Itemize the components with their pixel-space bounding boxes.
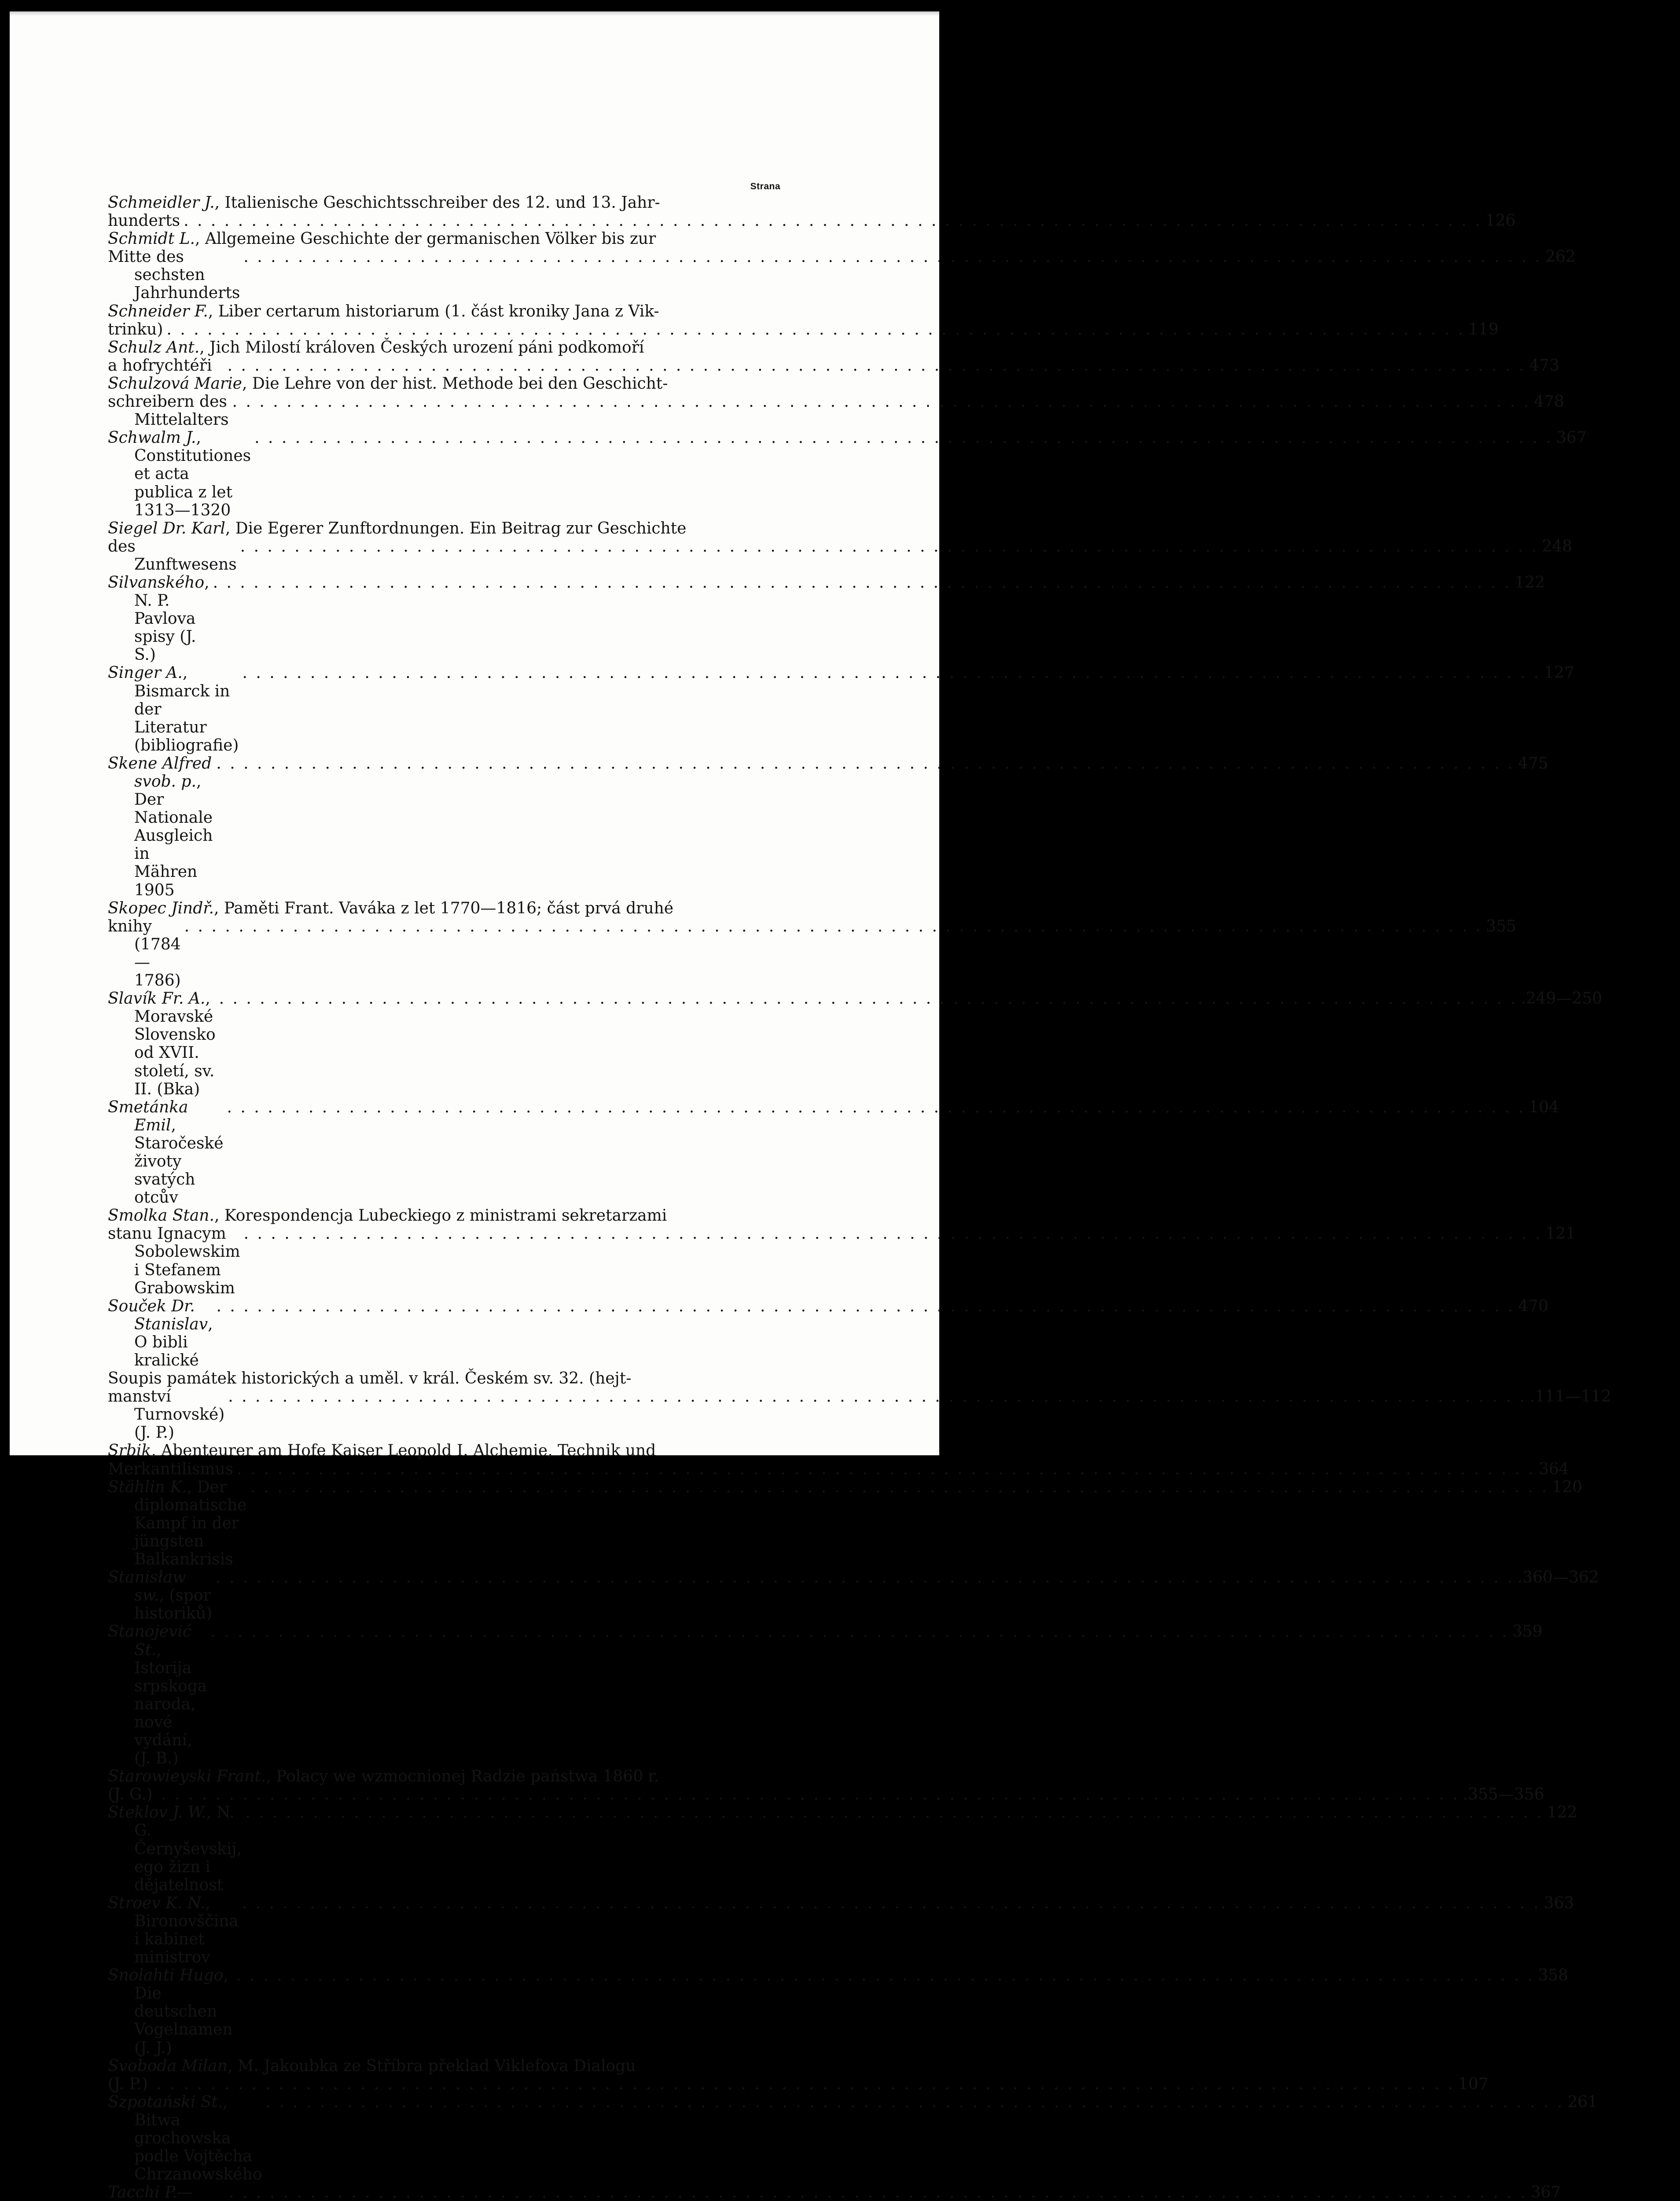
entry-page-number: 122 (1547, 1803, 1577, 1822)
entry-title: Istorija srpskoga naroda, nové vydání, (J. B.) (134, 1659, 207, 1768)
entry-author: Svoboda Milan (108, 2057, 228, 2075)
entry-last-line (108, 990, 1603, 1098)
author-separator: , (159, 1586, 169, 1605)
entry-text (108, 2075, 153, 2093)
entry-title: O bibli kralické (134, 1333, 199, 1369)
entry-text (108, 212, 180, 230)
entry-page-number: 122 (1515, 573, 1545, 592)
entry-title: Mitte des sechsten Jahrhunderts (108, 248, 240, 302)
entry-text (108, 1098, 224, 1207)
entry-last-line (108, 1098, 1559, 1207)
entry-last-line (108, 1297, 1548, 1369)
entry-line (108, 1767, 781, 1786)
entry-text (108, 1207, 667, 1225)
entry-title: N. G. Černyševskij, ego žizn i dějatelnost (134, 1803, 242, 1894)
dot-leader (236, 1966, 1535, 1984)
entry-title: Bironovščina i kabinet ministrov (134, 1912, 239, 1967)
dot-leader (266, 2093, 1564, 2111)
dot-leader (227, 1098, 1526, 1116)
entry-text (108, 302, 659, 320)
entry-author: Stählin K. (108, 1478, 187, 1496)
author-separator: , (223, 1966, 228, 1985)
entry-author: Stanojević St. (108, 1623, 191, 1659)
dot-leader (219, 990, 1518, 1008)
entry-title: Die Lehre von der hist. Methode bei den Geschicht- (252, 374, 668, 393)
author-separator: , (208, 1315, 213, 1333)
dot-leader (217, 1297, 1515, 1315)
entry-last-line (108, 1894, 1574, 1967)
dot-leader (228, 1388, 1526, 1406)
index-entry (108, 1568, 1599, 1623)
entry-text (108, 2093, 262, 2184)
index-entry (108, 1297, 1548, 1369)
index-entry (108, 1767, 1544, 1804)
author-separator: , (208, 302, 218, 320)
entry-title: Moravské Slovensko od XVII. století, sv. II. (Bka) (134, 1008, 216, 1098)
entry-title: manství Turnovské) (J. P.) (108, 1388, 225, 1442)
author-separator: , (151, 1442, 162, 1460)
entry-author: Smolka Stan. (108, 1207, 214, 1225)
dot-leader (166, 320, 1465, 339)
entry-last-line (108, 1966, 1568, 2057)
dot-leader (216, 1568, 1514, 1586)
entry-page-number: .111—112 (1529, 1388, 1611, 1406)
entry-last-line (108, 356, 1559, 375)
entry-author: Souček Dr. Stanislav (108, 1297, 208, 1333)
dot-leader (156, 2075, 1455, 2093)
entry-text (108, 429, 251, 519)
entry-title: Liber certarum historiarum (1. část kroniky Jana z Vik- (218, 302, 659, 320)
entry-text (108, 899, 673, 917)
entry-line (108, 338, 781, 357)
entry-title: (spor historiků) (134, 1586, 213, 1623)
index-entry-list (108, 194, 1611, 2201)
entry-line (108, 1442, 781, 1460)
entry-text (108, 1568, 213, 1623)
entry-title: Die deutschen Vogelnamen (J. J.) (134, 1984, 233, 2057)
entry-text (108, 194, 660, 212)
entry-text (108, 1785, 158, 1804)
index-entry (108, 1369, 1611, 1442)
entry-author: Snolahti Hugo (108, 1966, 224, 1985)
entry-author: Silvanského (108, 573, 205, 592)
entry-text (108, 1894, 239, 1967)
index-entry (108, 519, 1573, 574)
entry-author: Szpotański St. (108, 2093, 223, 2111)
index-entry (108, 374, 1564, 429)
index-entry (108, 1207, 1576, 1297)
entry-title: knihy (1784—1786) (108, 917, 181, 990)
dot-leader (228, 357, 1526, 375)
entry-text (108, 339, 644, 357)
entry-line (108, 1369, 781, 1388)
author-separator: , (187, 1478, 197, 1496)
dot-leader (242, 1894, 1540, 1912)
entry-page-number: 248 (1542, 537, 1573, 556)
entry-page-number: 478 (1534, 393, 1564, 411)
index-entry (108, 1803, 1577, 1894)
entry-author: Schwalm J. (108, 429, 196, 447)
entry-author: Skopec Jindř. (108, 899, 214, 917)
entry-title: Der Nationale Ausgleich in Mähren 1905 (134, 791, 213, 899)
entry-text (108, 230, 656, 248)
index-entry (108, 1098, 1559, 1207)
entry-title: hunderts (108, 212, 180, 230)
entry-text (108, 1442, 656, 1460)
entry-text (108, 1623, 207, 1768)
entry-title: des Zunftwesens (108, 537, 237, 574)
dot-leader (184, 212, 1482, 230)
entry-text (108, 375, 668, 393)
index-entry (108, 194, 1516, 230)
dot-leader (242, 664, 1540, 682)
index-entry (108, 429, 1587, 519)
entry-page-number: 119 (1468, 320, 1499, 339)
dot-leader (250, 1478, 1549, 1496)
entry-author: Schulz Ant. (108, 338, 200, 357)
entry-page-number: 367 (1556, 429, 1587, 447)
entry-title: M. Jakoubka ze Stříbra překlad Viklefova Dialogu (237, 2057, 636, 2075)
author-separator: , (196, 429, 201, 447)
index-entry (108, 1623, 1543, 1768)
entry-text (108, 1460, 234, 1478)
entry-last-line (108, 393, 1564, 429)
entry-page-number: 262 (1545, 248, 1576, 266)
index-entry (108, 1478, 1582, 1569)
dot-leader (243, 248, 1542, 266)
entry-last-line (108, 573, 1545, 664)
index-entry (108, 1966, 1568, 2057)
author-separator: , (223, 2093, 228, 2111)
entry-last-line (108, 1388, 1611, 1442)
index-entry (108, 2057, 1489, 2093)
entry-title: N. P. Pavlova spisy (J. S.) (134, 592, 196, 664)
entry-text (108, 990, 216, 1098)
entry-title: Italienische Geschichtsschreiber des 12. und 13. Jahr- (224, 194, 660, 212)
entry-text (108, 1478, 247, 1569)
author-separator: , (213, 899, 224, 917)
entry-last-line (108, 1623, 1543, 1768)
entry-title: trinku) (108, 320, 163, 339)
author-separator: , (214, 194, 225, 212)
author-separator: , (214, 1207, 224, 1225)
index-entry (108, 2093, 1598, 2184)
entry-text (108, 537, 237, 574)
entry-last-line (108, 212, 1516, 230)
entry-title: Korespondencja Lubeckiego z ministrami sekretarzami (224, 1207, 667, 1225)
author-separator: , (156, 1641, 162, 1659)
entry-author: Schmeidler J. (108, 194, 215, 212)
entry-last-line (108, 2093, 1598, 2184)
entry-page-number: 475 (1518, 754, 1548, 773)
entry-title: Paměti Frant. Vaváka z let 1770—1816; část prvá druhé (224, 899, 674, 917)
entry-text (108, 917, 181, 990)
entry-title: Bismarck in der Literatur (bibliografie) (134, 682, 239, 755)
index-entry (108, 1894, 1574, 1967)
entry-page-number: .249—250 (1521, 990, 1603, 1008)
index-entry (108, 990, 1603, 1098)
entry-author: Slavík Fr. A. (108, 990, 206, 1008)
entry-author: Smetánka Emil (108, 1098, 188, 1134)
entry-author: Schmidt L. (108, 230, 195, 248)
entry-title: Constitutiones et acta publica z let 1313—1320 (134, 447, 251, 519)
entry-text (108, 356, 224, 375)
entry-last-line (108, 248, 1576, 302)
entry-title: Abenteurer am Hofe Kaiser Leopold I. Alchemie, Technik und (161, 1442, 656, 1460)
entry-title: Jich Milostí královen Českých urození páni podkomoří (210, 338, 644, 357)
entry-last-line (108, 537, 1573, 574)
entry-title: a hofrychtéři (108, 356, 212, 375)
entry-title: (J. P.) (108, 2075, 148, 2093)
entry-last-line (108, 1478, 1582, 1569)
entry-page-number: 358 (1538, 1966, 1568, 1985)
author-separator: , (242, 374, 252, 393)
dot-leader (229, 2183, 1527, 2201)
entry-page-number: 473 (1529, 356, 1559, 375)
dot-leader (213, 574, 1511, 592)
entry-text (108, 1767, 659, 1785)
entry-title: Die Egerer Zunftordnungen. Ein Beitrag zur Geschichte (235, 519, 687, 537)
page-header (108, 172, 781, 194)
entry-line (108, 519, 781, 537)
entry-page-number: 126 (1485, 212, 1516, 230)
entry-page-number: .355—356 (1463, 1785, 1544, 1804)
entry-title: Polacy we wzmocnionej Radzie państwa 1860 r. (276, 1767, 659, 1786)
author-separator: , (195, 230, 205, 248)
entry-text (108, 1369, 631, 1388)
index-entry (108, 338, 1559, 375)
index-entry (108, 573, 1545, 664)
entry-page-number: 367 (1530, 2183, 1561, 2201)
index-entry (108, 899, 1517, 990)
dot-leader (216, 755, 1515, 773)
entry-title: Soupis památek historických a uměl. v král. Českém sv. 32. (hejt- (108, 1369, 632, 1388)
entry-author: Starowieyski Frant. (108, 1767, 266, 1786)
entry-page-number: 120 (1552, 1478, 1582, 1496)
author-separator: , (204, 573, 210, 592)
entry-author: Stanisław sw. (108, 1568, 186, 1605)
entry-page-number: 359 (1512, 1623, 1543, 1641)
entry-line (108, 230, 781, 248)
entry-text (108, 1225, 240, 1297)
entry-text (108, 2183, 225, 2201)
entry-line (108, 2057, 781, 2075)
author-separator: , (196, 773, 202, 791)
dot-leader (244, 1225, 1542, 1243)
entry-line (108, 899, 781, 917)
index-entry (108, 664, 1574, 755)
author-separator: , (266, 1767, 276, 1786)
entry-page-number: 121 (1545, 1225, 1576, 1243)
entry-title: Merkantilismus (108, 1460, 234, 1478)
index-entry (108, 2183, 1561, 2201)
entry-text (108, 664, 239, 755)
entry-text (108, 1803, 242, 1894)
author-separator: , (227, 2057, 238, 2075)
author-separator: , (205, 990, 210, 1008)
entry-page-number: 470 (1518, 1297, 1548, 1315)
dot-leader (210, 1623, 1509, 1641)
author-separator: , (206, 1803, 217, 1822)
entry-text (108, 1297, 213, 1369)
dot-leader (161, 1785, 1459, 1803)
index-entry (108, 754, 1548, 899)
entry-last-line (108, 917, 1517, 990)
dot-leader (237, 1460, 1535, 1478)
dot-leader (254, 429, 1553, 447)
entry-title: stanu Ignacym Sobolewskim i Stefanem Grabowskim (108, 1225, 240, 1297)
entry-title: (J. G.) (108, 1785, 153, 1804)
entry-last-line (108, 1785, 1544, 1804)
entry-text (108, 519, 686, 537)
entry-title: Staročeské životy svatých otcův (134, 1134, 224, 1207)
dot-leader (184, 917, 1483, 935)
entry-text (108, 754, 213, 899)
page-column-label: Strana (750, 181, 780, 191)
author-separator: , (182, 664, 188, 682)
author-separator: , (205, 1894, 210, 1912)
entry-author: Schulzová Marie (108, 374, 242, 393)
entry-line (108, 374, 781, 393)
entry-last-line (108, 1803, 1577, 1894)
author-separator: , (171, 1116, 176, 1134)
entry-line (108, 302, 781, 320)
entry-page-number: 363 (1544, 1894, 1574, 1912)
entry-text (108, 320, 163, 339)
entry-last-line (108, 1568, 1599, 1623)
entry-last-line (108, 320, 1499, 339)
author-separator: , (225, 519, 235, 537)
entry-last-line (108, 2075, 1489, 2093)
entry-title: schreibern des Mittelalters (108, 393, 229, 429)
dot-leader (245, 1803, 1544, 1822)
entry-author: Singer A. (108, 664, 183, 682)
entry-text (108, 573, 210, 664)
index-entry (108, 1442, 1569, 1478)
entry-last-line (108, 754, 1548, 899)
entry-last-line (108, 1225, 1576, 1297)
index-page (108, 172, 1611, 2201)
entry-page-number: 104 (1529, 1098, 1559, 1116)
dot-leader (240, 537, 1539, 556)
entry-text (108, 1966, 233, 2057)
entry-text (108, 1388, 225, 1442)
index-entry (108, 230, 1576, 302)
entry-line (108, 194, 781, 212)
entry-line (108, 1207, 781, 1225)
entry-page-number: .360—362 (1517, 1568, 1599, 1587)
entry-page-number: 364 (1538, 1460, 1569, 1478)
entry-page-number: 107 (1458, 2075, 1489, 2093)
entry-page-number: 261 (1567, 2093, 1598, 2111)
entry-author: Srbik (108, 1442, 151, 1460)
paper-top-edge (10, 11, 939, 16)
entry-author: Schneider F. (108, 302, 208, 320)
author-separator: , (199, 338, 210, 357)
entry-last-line (108, 664, 1574, 755)
entry-author: Tacchi P.— (108, 2183, 193, 2201)
entry-text (108, 393, 229, 429)
entry-text (108, 248, 240, 302)
entry-last-line (108, 429, 1587, 519)
entry-last-line (108, 2183, 1561, 2201)
entry-author: Siegel Dr. Karl (108, 519, 225, 537)
entry-author: Skene Alfred svob. p. (108, 754, 212, 791)
index-entry (108, 302, 1499, 339)
entry-title: Allgemeine Geschichte der germanischen Völker bis zur (205, 230, 656, 248)
entry-author: Stroev K. N. (108, 1894, 206, 1912)
dot-leader (232, 393, 1531, 411)
entry-title: Bitwa grochowska podle Vojtěcha Chrzanowského (134, 2111, 262, 2184)
entry-page-number: 355 (1486, 917, 1517, 935)
entry-author: Steklov J. W. (108, 1803, 206, 1822)
entry-page-number: 127 (1544, 664, 1574, 682)
entry-last-line (108, 1460, 1569, 1478)
entry-text (108, 2057, 636, 2075)
entry-title: Der diplomatische Kampf in der jüngsten Balkankrisis (134, 1478, 247, 1569)
